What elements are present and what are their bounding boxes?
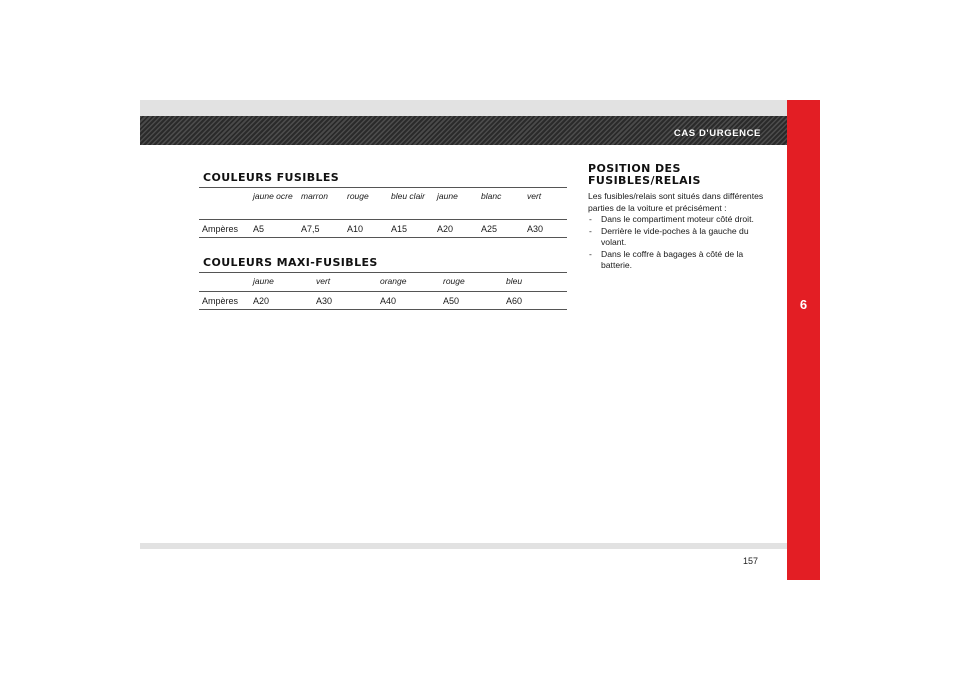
ampere-value: A20 xyxy=(253,295,270,306)
color-header: bleu xyxy=(506,276,523,286)
color-header: jaune xyxy=(437,191,458,201)
color-header: jaune xyxy=(253,276,274,286)
ampere-value: A50 xyxy=(443,295,460,306)
position-title: POSITION DES FUSIBLES/RELAIS xyxy=(588,162,701,187)
color-header: orange xyxy=(380,276,407,286)
list-item: - Dans le coffre à bagages à côté de la batterie. xyxy=(589,248,744,270)
top-grey-band xyxy=(140,100,787,116)
footer-grey-band xyxy=(140,543,787,549)
ampere-value: A20 xyxy=(437,223,454,234)
chapter-tab xyxy=(787,100,820,580)
color-header: rouge xyxy=(347,191,369,201)
ampere-value: A15 xyxy=(391,223,408,234)
row-label: Ampères xyxy=(202,223,239,234)
color-header: vert xyxy=(527,191,542,201)
maxi-fuse-amperes-row xyxy=(199,292,567,310)
color-header: blanc xyxy=(481,191,502,201)
ampere-value: A25 xyxy=(481,223,498,234)
ampere-value: A10 xyxy=(347,223,364,234)
ampere-value: A5 xyxy=(253,223,265,234)
fuse-colors-header-row xyxy=(199,188,567,220)
maxi-fuse-header-row xyxy=(199,273,567,292)
row-label: Ampères xyxy=(202,295,239,306)
chapter-number: 6 xyxy=(799,297,808,312)
color-header: rouge xyxy=(443,276,465,286)
ampere-value: A40 xyxy=(380,295,397,306)
fuse-colors-title: COULEURS FUSIBLES xyxy=(203,171,340,184)
fuse-colors-amperes-row xyxy=(199,220,567,238)
ampere-value: A30 xyxy=(527,223,544,234)
position-section xyxy=(588,163,768,272)
page-number: 157 xyxy=(743,556,759,566)
position-intro: Les fusibles/relais sont situés dans différentes parties de la voiture et précisément : xyxy=(588,191,764,213)
header-band xyxy=(140,116,787,145)
color-header: vert xyxy=(316,276,331,286)
ampere-value: A7,5 xyxy=(301,223,320,234)
ampere-value: A60 xyxy=(506,295,523,306)
maxi-fuse-colors-title: COULEURS MAXI-FUSIBLES xyxy=(203,256,378,269)
color-header: bleu clair xyxy=(391,191,426,201)
list-item: - Derrière le vide-poches à la gauche du volant. xyxy=(589,225,749,247)
header-empty-cell xyxy=(199,188,250,220)
color-header: marron xyxy=(301,191,328,201)
ampere-value: A30 xyxy=(316,295,333,306)
fuse-colors-table xyxy=(199,187,567,238)
section-header-title: CAS D'URGENCE xyxy=(673,128,761,139)
color-header: jaune ocre xyxy=(253,191,293,201)
maxi-fuse-colors-table xyxy=(199,272,567,310)
list-item: - Dans le compartiment moteur côté droit. xyxy=(589,214,754,224)
position-list xyxy=(588,214,768,272)
header-empty-cell xyxy=(199,273,250,292)
